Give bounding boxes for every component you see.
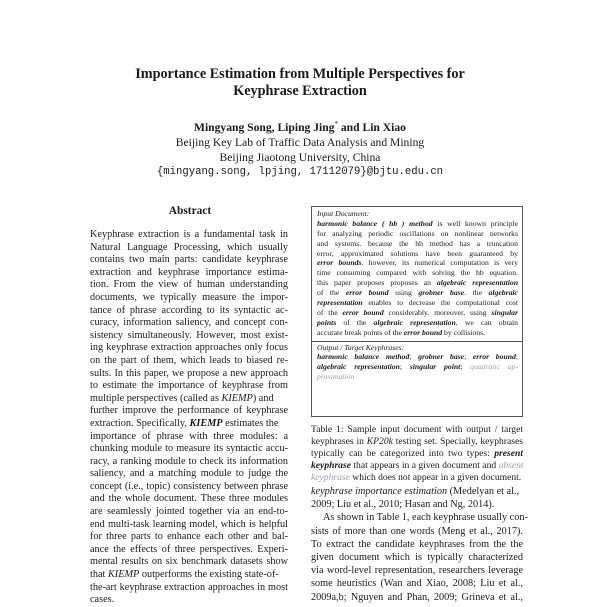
kp-separator: ; (460, 362, 471, 372)
output-label (317, 343, 518, 353)
present-keyphrase: grobner base (418, 352, 465, 362)
keyphrase-list-line (317, 372, 518, 382)
caption-line (311, 472, 523, 484)
doc-line (317, 318, 518, 328)
abstract-text: multiple perspectives (called as (90, 392, 222, 404)
absent-keyphrase-term: absent (498, 460, 524, 471)
caption-text: keyphrases in (311, 436, 367, 447)
caption-text: which does not appear in a given document. (349, 472, 522, 483)
abstract-line: to estimate the importance of keyphrase from (90, 380, 288, 392)
doc-line (317, 288, 518, 298)
caption-text: typically can be categorized into two types: (311, 448, 495, 459)
kp-separator: ; (409, 352, 419, 362)
dataset-name: KP20k (366, 436, 393, 447)
doc-line: time consuming compared with solving the hb equation. (317, 268, 518, 278)
abstract-line: extraction and keyphrase importance estima- (90, 266, 288, 278)
present-keyphrase-term: present (494, 448, 523, 459)
body-line: some heuristics (Wan and Xiao, 2008; Liu et al., (311, 578, 523, 590)
abstract-text: estimates the (222, 417, 279, 429)
output-label-text: Output / Target Keyphrases: (317, 342, 405, 352)
kp-separator: ; (515, 352, 518, 362)
doc-text: by collisions. (442, 327, 486, 337)
body-line: To extract the candidate keyphrases from the the (311, 538, 523, 550)
box-divider (312, 341, 522, 342)
present-keyphrase: singular point (409, 362, 461, 372)
abstract-line (90, 569, 288, 582)
abstract-line: sistency simultaneously. However, most exist- (90, 329, 288, 341)
caption-line (311, 436, 523, 448)
body-line: As shown in Table 1, each keyphrase usually con- (323, 512, 528, 524)
kp-separator: ; (399, 362, 410, 372)
present-keyphrase-term: keyphrase (311, 460, 351, 471)
keyphrase: grobner base (418, 288, 465, 298)
doc-text: . the (464, 288, 489, 298)
affiliation-line-1: Beijing Key Lab of Traffic Data Analysis and Mining (175, 135, 425, 149)
abstract-line: tance of phrase according to its syntactic ac- (90, 304, 288, 316)
author-block (60, 117, 540, 180)
doc-line (317, 219, 518, 229)
title-line-1: Importance Estimation from Multiple Perspectives for (135, 66, 465, 82)
doc-text: , we can obtain (455, 317, 518, 327)
doc-text: enables to decrease the computational cost (362, 298, 518, 308)
keyphrase-list-line (317, 352, 518, 362)
body-line (311, 485, 523, 498)
doc-text: of the (317, 307, 343, 317)
table-caption (311, 424, 523, 484)
absent-keyphrase: quadratic ap- (470, 362, 518, 372)
input-label-text: Input Document: (317, 209, 370, 218)
doc-line (317, 328, 518, 338)
present-keyphrase: harmonic balance method (317, 352, 410, 362)
abstract-line: on the part of them, which leads to biased re- (90, 354, 288, 366)
author-email: {mingyang.song, lpjing, 17112079}@bjtu.edu.cn (156, 165, 444, 178)
keyphrase: algebraic representation (373, 317, 456, 327)
abstract-line: cases. (90, 594, 115, 606)
model-name: KIEMP (107, 569, 140, 581)
doc-line: and systems. because the hb method has a truncation (317, 238, 518, 248)
body-line: 2009; Liu et al., 2010; Hasan and Ng, 2014). (311, 499, 495, 511)
abstract-line: documents, we typically measure the impor- (90, 291, 288, 303)
abstract-line: further improve the performance of keyphrase (90, 405, 288, 417)
doc-text: this paper proposes proposes an (317, 278, 437, 288)
present-keyphrase: error bound (472, 352, 516, 362)
keyphrase: algebraic representation (436, 278, 518, 288)
author-mark: * (334, 120, 338, 128)
doc-text: is well known principle (432, 218, 518, 228)
keyphrase: representation (317, 298, 363, 308)
abstract-line: sults. In this paper, we propose a new approach (90, 367, 288, 379)
keyphrase-list-line (317, 362, 518, 372)
abstract-line (90, 393, 288, 406)
doc-text: considerably. moreover, using (383, 307, 492, 317)
abstract-text: outperforms the existing state-of- (139, 569, 279, 581)
absent-keyphrase: proximation (317, 372, 355, 382)
abstract-line: Natural Language Processing, which usually (90, 241, 288, 253)
body-text-right (311, 485, 528, 604)
abstract-line: tion. From the view of human understanding (90, 279, 288, 291)
input-label (317, 209, 518, 219)
present-keyphrase: algebraic representation (317, 362, 400, 372)
body-line: given document which is typically characterized (311, 551, 523, 563)
caption-line (311, 460, 523, 472)
keyphrase: error bounds (317, 258, 362, 268)
body-line: via word-level representation, researchers leverage (311, 565, 523, 577)
abstract-line: are seamlessly jointed together via an end-to- (90, 506, 288, 518)
author-names (60, 117, 540, 135)
doc-text: of the (317, 288, 346, 298)
doc-line (317, 258, 518, 268)
keyphrase: algebraic (488, 288, 518, 298)
abstract-line: end multi-task learning model, which is helpful (90, 518, 288, 530)
abstract-line: Keyphrase extraction is a fundamental task in (90, 229, 288, 240)
abstract-line: chunking module to measure its syntactic accu- (90, 443, 288, 455)
body-emphasis: keyphrase importance estimation (311, 486, 448, 497)
doc-line (317, 278, 518, 288)
keyphrase: error bound (342, 307, 384, 317)
caption-line: Table 1: Sample input document with output / target (311, 424, 523, 435)
caption-line (311, 448, 523, 460)
keyphrase: singular (491, 307, 518, 317)
title-line-2: Keyphrase Extraction (233, 83, 367, 99)
abstract-line: mental results on six benchmark datasets show (90, 556, 288, 568)
body-line: sists of more than one words (Meng et al., 2017). (311, 525, 523, 537)
abstract-line (90, 418, 288, 431)
abstract-line: the-art keyphrase extraction approaches in most (90, 581, 288, 593)
abstract-line: contains two main parts: candidate keyphrase (90, 254, 288, 266)
caption-text: testing set. Specially, keyphrases (392, 436, 523, 447)
abstract-line: and the whole document. These three modules (90, 493, 288, 505)
abstract-text: that (90, 569, 108, 581)
model-name: KIEMP (221, 392, 253, 404)
doc-line (317, 298, 518, 308)
author-names-tail: and Lin Xiao (337, 120, 406, 134)
example-table-box (311, 206, 523, 417)
keyphrase: error bound (345, 288, 389, 298)
doc-line: error, approximated solutions have been guaranteed by (317, 248, 518, 258)
abstract-text: ) and (252, 392, 274, 404)
abstract-line: saliency, and a matching module to judge the (90, 468, 288, 480)
doc-text: accurate break points of the (317, 327, 404, 337)
doc-line (317, 308, 518, 318)
abstract-line: for three parts to enhance each other and bal- (90, 531, 288, 543)
absent-keyphrase-term: keyphrase (311, 472, 350, 483)
keyphrase: points (317, 317, 337, 327)
model-name: KIEMP (189, 417, 223, 429)
caption-text: that appears in a given document and (350, 460, 499, 471)
abstract-line: curacy, information saliency, and concept con- (90, 317, 288, 329)
abstract-line: racy, a ranking module to check its information (90, 455, 288, 467)
abstract-line: importance of phrase with three modules: a (90, 430, 288, 442)
abstract-line: ance the effects of three perspectives. Experi- (90, 543, 288, 555)
kp-separator: ; (464, 352, 473, 362)
body-line: 2009a,b; Nguyen and Phan, 2009; Grineva et al., (311, 591, 523, 603)
abstract-line: concept (i.e., topic) consistency between phrase (90, 480, 288, 492)
body-text: (Medelyan et al., (447, 486, 520, 497)
author-names-main: Mingyang Song, Liping Jing (194, 120, 335, 134)
paper-title (60, 66, 540, 100)
doc-line: for analyzing periodic oscillations on nonlinear networks (317, 228, 518, 238)
keyphrase: harmonic balance ( hb ) method (317, 218, 433, 228)
keyphrase: error bound (403, 327, 443, 337)
doc-text: . however, its numerical computation is very (361, 258, 518, 268)
abstract-body (90, 229, 288, 607)
doc-text: using (388, 288, 419, 298)
abstract-heading: Abstract (168, 205, 212, 217)
affiliation-line-2: Beijing Jiaotong University, China (219, 150, 381, 164)
abstract-text: extraction. Specifically, (90, 417, 190, 429)
doc-text: of the (336, 317, 374, 327)
abstract-line: ing keyphrase extraction approaches only focus (90, 342, 288, 354)
